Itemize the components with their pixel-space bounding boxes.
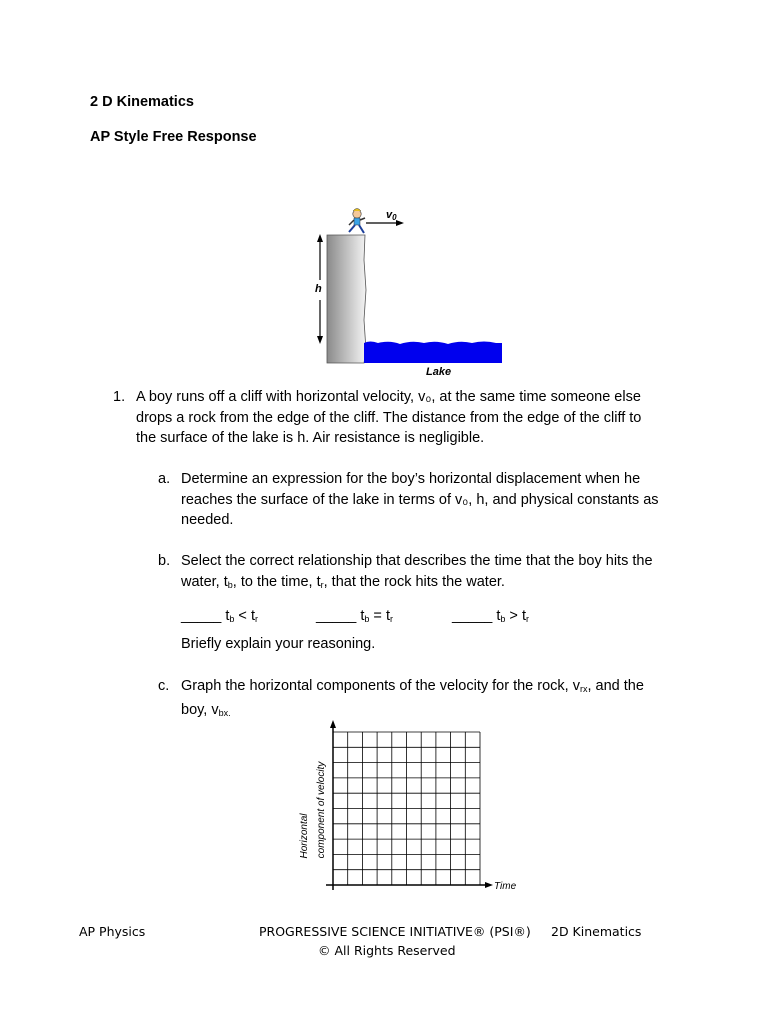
- footer-center-line1: PROGRESSIVE SCIENCE INITIATIVE® (PSI®): [259, 924, 531, 939]
- question-line-2: drops a rock from the edge of the cliff. The distance from the edge of the cliff to: [136, 409, 642, 426]
- v0-label: v0: [386, 209, 397, 222]
- question-text: [136, 387, 696, 449]
- cliff-shape: [327, 235, 366, 363]
- part-a-letter: a.: [158, 471, 171, 487]
- question-line-3: the surface of the lake is h. Air resistance is negligible.: [136, 430, 485, 446]
- velocity-arrow: [396, 220, 404, 226]
- y-axis-label-line1: Horizontal: [299, 813, 310, 859]
- part-a-text: [181, 469, 701, 531]
- choice-less-than[interactable]: _____ $t_b < t_r$: [181, 608, 258, 624]
- footer-left: AP Physics: [79, 924, 146, 939]
- cliff-lake-figure: [300, 200, 512, 380]
- part-c-text: [181, 676, 701, 723]
- lake-water: [364, 342, 502, 364]
- part-a-line-3: needed.: [181, 512, 234, 528]
- part-b-text: [181, 551, 701, 595]
- document-subtitle: AP Style Free Response: [90, 129, 257, 145]
- choice-equal[interactable]: _____ $t_b = t_r$: [316, 608, 393, 624]
- part-c-line-1: Graph the horizontal components of the velocity for the rock, $v_{rx}$, and the: [181, 678, 644, 694]
- velocity-time-graph[interactable]: [290, 718, 522, 912]
- x-axis-label: Time: [494, 881, 517, 892]
- h-label: h: [315, 283, 322, 295]
- x-axis-arrow: [485, 882, 493, 888]
- part-a-line-2: reaches the surface of the lake in terms of v₀, h, and physical constants as: [181, 491, 659, 508]
- graph-grid: [333, 732, 480, 885]
- y-axis-label-line2: component of velocity: [316, 761, 327, 859]
- explain-prompt: Briefly explain your reasoning.: [181, 636, 376, 652]
- document-title: 2 D Kinematics: [90, 94, 194, 110]
- part-b-letter: b.: [158, 553, 171, 569]
- part-b-line-1: Select the correct relationship that describes the time that the boy hits the: [181, 553, 653, 569]
- choice-greater-than[interactable]: _____ $t_b > t_r$: [452, 608, 529, 624]
- question-number: 1.: [113, 389, 126, 405]
- question-line-1: A boy runs off a cliff with horizontal velocity, v₀, at the same time someone else: [136, 389, 641, 405]
- part-c-line-2: boy, $v_{bx.}$: [181, 701, 231, 718]
- part-b-line-2: water, $t_b$, to the time, $t_r$, that the rock hits the water.: [181, 573, 505, 590]
- part-a-line-1: Determine an expression for the boy’s horizontal displacement when he: [181, 471, 641, 487]
- footer-center-line2: © All Rights Reserved: [318, 943, 456, 958]
- boy-figure: [349, 209, 365, 234]
- part-c-letter: c.: [158, 678, 170, 694]
- lake-label: Lake: [426, 366, 452, 378]
- y-axis-arrow: [330, 720, 336, 728]
- footer-right: 2D Kinematics: [551, 924, 642, 939]
